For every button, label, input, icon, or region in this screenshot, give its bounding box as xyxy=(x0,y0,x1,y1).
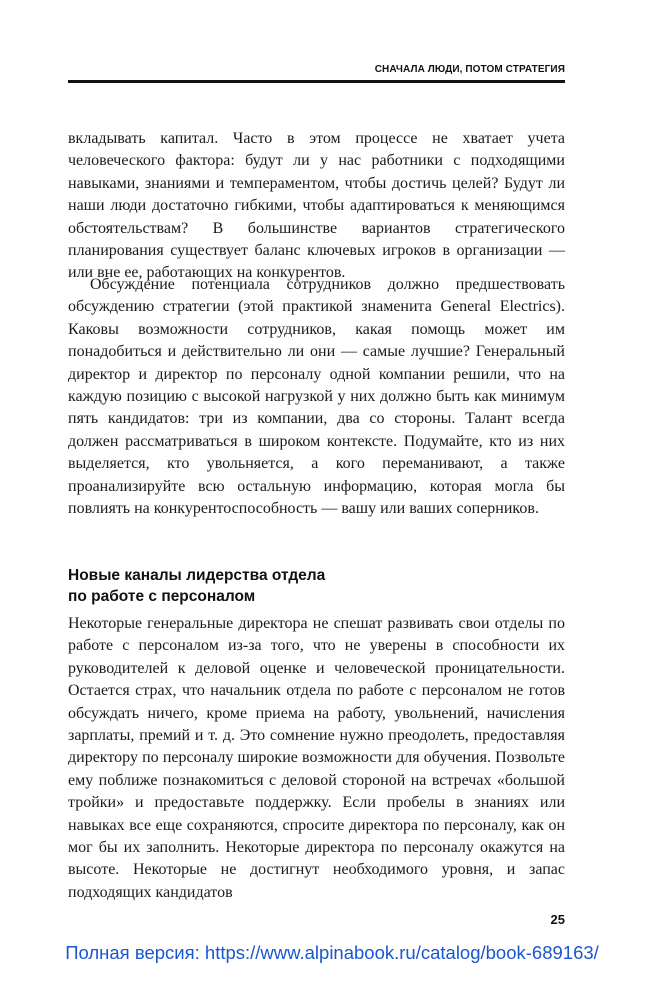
section-heading xyxy=(68,565,565,607)
body-paragraph-1 xyxy=(68,128,565,285)
header-rule xyxy=(68,80,565,83)
paragraph-text: Обсуждение потенциала сотрудников должно предшествовать обсуждению стратегии (этой практикой знаменита General Electrics). Каковы возможности сотрудников, какая помощь может им понадобиться и действительно ли они — самые лучшие? Генеральный директор и директор по персоналу одной компании решили, что на каждую позицию с высокой нагрузкой у них должно быть как минимум пять кандидатов: три из компании, два со стороны. Талант всегда должен рассматриваться в широком контексте. Подумайте, кто из них выделяется, кто увольняется, а кого переманивают, а также проанализируйте всю остальную информацию, которая могла бы повлиять на конкурентоспособность — вашу или ваших соперников. xyxy=(68,276,565,518)
paragraph-text: Некоторые генеральные директора не спешат развивать свои отделы по работе с персоналом из-за того, что не уверены в способности их руководителей к деловой оценке и человеческой проницательности. Остается страх, что начальник отдела по работе с персоналом не готов обсуждать ничего, кроме приема на работу, увольнений, начисления зарплаты, премий и т. д. Это сомнение нужно преодолеть, предоставляя директору по персоналу широкие возможности для обучения. Позвольте ему поближе познакомиться с деловой стороной на встречах «большой тройки» и предоставьте поддержку. Если пробелы в знаниях или навыках все еще сохраняются, спросите директора по персоналу, как он мог бы их заполнить. Некоторые директора по персоналу окажутся на высоте. Некоторые не достигнут необходимого уровня, и запас подходящих кандидатов xyxy=(68,615,565,901)
page-number: 25 xyxy=(550,912,565,927)
body-paragraph-2 xyxy=(68,274,565,520)
body-paragraph-3 xyxy=(68,613,565,904)
running-header: СНАЧАЛА ЛЮДИ, ПОТОМ СТРАТЕГИЯ xyxy=(374,64,565,75)
section-heading-line-2: по работе с персоналом xyxy=(68,588,256,605)
paragraph-text: вкладывать капитал. Часто в этом процессе не хватает учета человеческого фактора: будут ли у нас работники с подходящими навыками, знаниями и темпераментом, чтобы достичь целей? Будут ли наши люди достаточно гибкими, чтобы адаптироваться к меняющимся обстоятельствам? В большинстве вариантов стратегического планирования существует баланс ключевых игроков в организации — или вне ее, работающих на конкурентов. xyxy=(68,130,565,282)
full-version-link[interactable]: Полная версия: https://www.alpinabook.ru/catalog/book-689163/ xyxy=(65,942,599,963)
section-heading-line-1: Новые каналы лидерства отдела xyxy=(68,567,326,584)
